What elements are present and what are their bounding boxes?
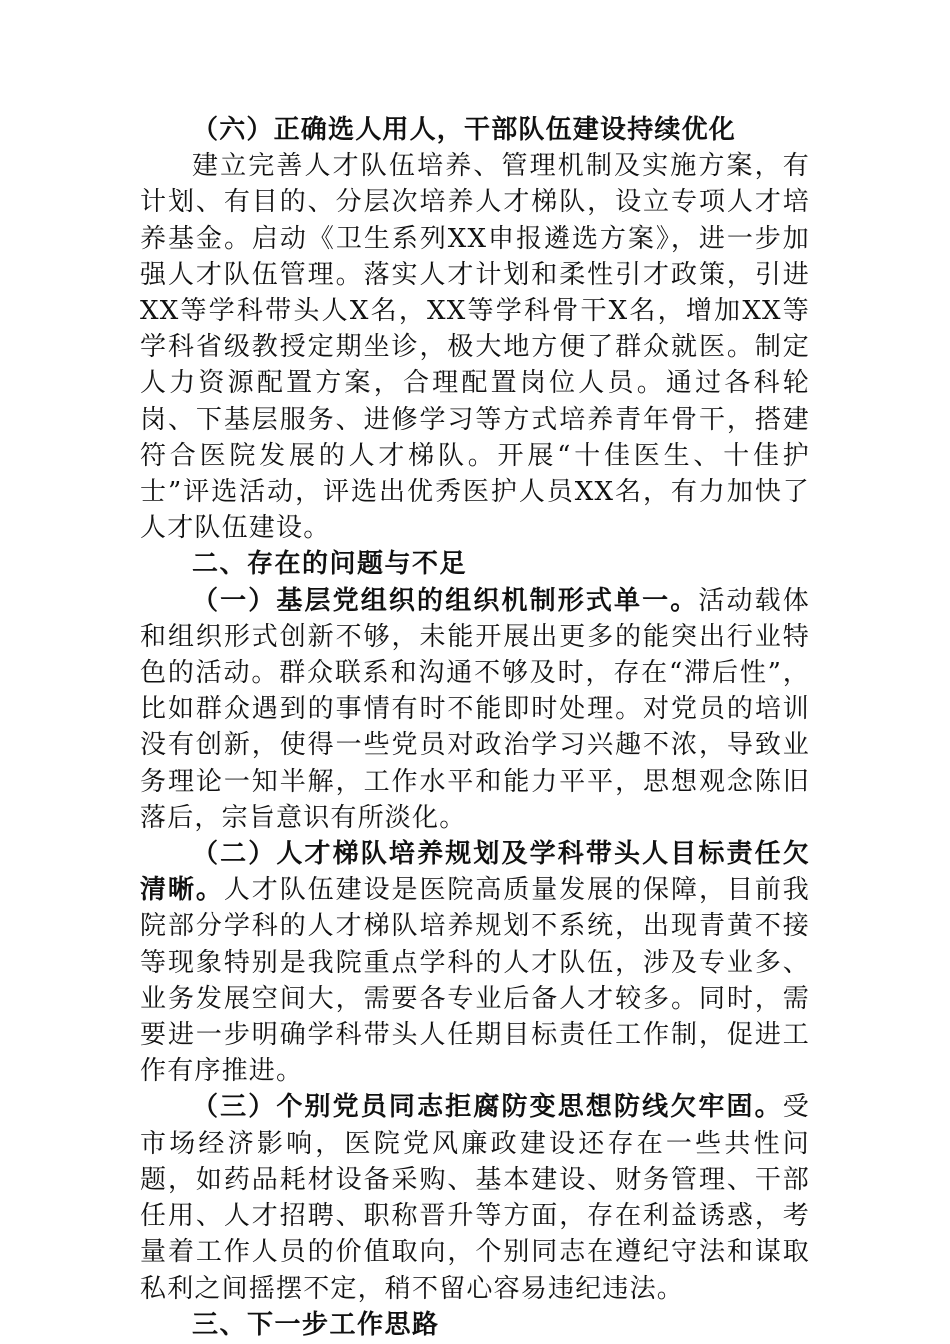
section-2-heading: 二、存在的问题与不足: [192, 549, 468, 580]
issue-2-body: 人才队伍建设是医院高质量发展的保障，目前我院部分学科的人才梯队培养规划不系统，出现青黄不接等现象特别是我院重点学科的人才队伍，涉及专业多、业务发展空间大，需要各专业后备人才较多。同时，需要进一步明确学科带头人任期目标责任工作制，促进工作有序推进。: [140, 875, 810, 1087]
subsection-6-heading: （六）正确选人用人，干部队伍建设持续优化: [192, 115, 737, 145]
document-page: [140, 112, 810, 1343]
section-3-heading: 三、下一步工作思路: [192, 1309, 440, 1340]
issue-2-heading: （二）人才梯队培养规划及学科带头人目标责任欠清晰。: [140, 839, 810, 906]
issue-2-paragraph: [140, 836, 810, 1089]
subsection-6-body: 建立完善人才队伍培养、管理机制及实施方案，有计划、有目的、分层次培养人才梯队，设立专项人才培养基金。启动《卫生系列XX申报遴选方案》，进一步加强人才队伍管理。落实人才计划和柔性引才政策，引进XX等学科带头人X名，XX等学科骨干X名，增加XX等学科省级教授定期坐诊，极大地方便了群众就医。制定人力资源配置方案，合理配置岗位人员。通过各科轮岗、下基层服务、进修学习等方式培养青年骨干，搭建符合医院发展的人才梯队。开展“十佳医生、十佳护士”评选活动，评选出优秀医护人员XX名，有力加快了人才队伍建设。: [140, 151, 810, 544]
issue-1-body: 活动载体和组织形式创新不够，未能开展出更多的能突出行业特色的活动。群众联系和沟通不够及时，存在“滞后性”，比如群众遇到的事情有时不能即时处理。对党员的培训没有创新，使得一些党员对政治学习兴趣不浓，导致业务理论一知半解，工作水平和能力平平，思想观念陈旧落后，宗旨意识有所淡化。: [140, 585, 810, 833]
issue-1-paragraph: [140, 583, 810, 836]
issue-3-body: 受市场经济影响，医院党风廉政建设还存在一些共性问题，如药品耗材设备采购、基本建设、财务管理、干部任用、人才招聘、职称晋升等方面，存在利益诱惑，考量着工作人员的价值取向，个别同志在遵纪守法和谋取私利之间摇摆不定，稍不留心容易违纪违法。: [140, 1092, 810, 1304]
issue-1-heading: （一）基层党组织的组织机制形式单一。: [192, 585, 699, 616]
issue-3-heading: （三）个别党员同志拒腐防变思想防线欠牢固。: [192, 1092, 783, 1123]
issue-3-paragraph: [140, 1089, 810, 1306]
